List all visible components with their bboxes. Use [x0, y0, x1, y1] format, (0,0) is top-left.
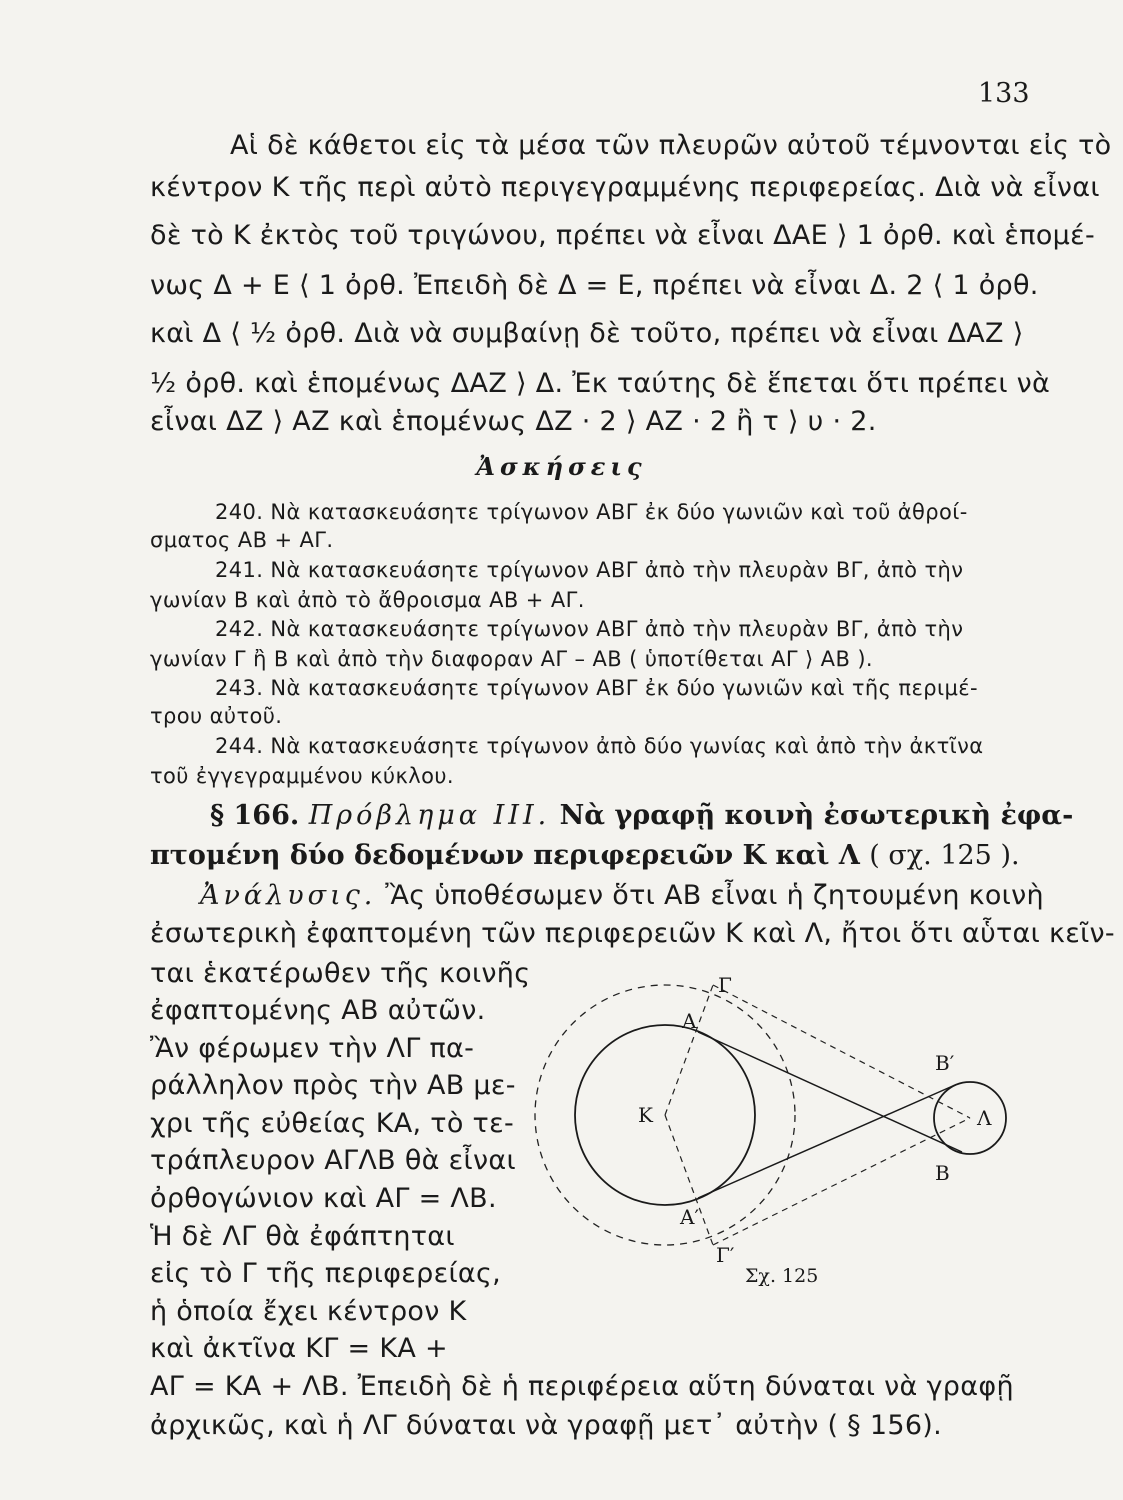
- exercise-line: 240. Νὰ κατασκευάσητε τρίγωνον ΑΒΓ ἐκ δύο γωνιῶν καὶ τοῦ ἀθροί-: [215, 500, 968, 524]
- section-number: § 166.: [210, 800, 300, 831]
- exercise-line: τοῦ ἐγγεγραμμένου κύκλου.: [150, 764, 454, 788]
- exercise-line: σματος ΑΒ + ΑΓ.: [150, 528, 334, 552]
- tangent-a-prime-b-prime: [698, 1085, 955, 1198]
- exercise-line: γωνίαν Γ ἢ Β καὶ ἀπὸ τὴν διαφοραν ΑΓ – ΑΒ ( ὑποτίθεται ΑΓ ⟩ ΑΒ ).: [150, 647, 873, 671]
- analysis-narrow-line: τράπλευρον ΑΓΛΒ θὰ εἶναι: [150, 1145, 516, 1176]
- exercises-heading: Ἀσκήσεις: [476, 452, 647, 481]
- label-a-prime: Α′: [680, 1205, 699, 1229]
- analysis-narrow-line: ται ἑκατέρωθεν τῆς κοινῆς: [150, 958, 531, 989]
- exercise-line: 244. Νὰ κατασκευάσητε τρίγωνον ἀπὸ δύο γωνίας καὶ ἀπὸ τὴν ἀκτῖνα: [215, 734, 984, 758]
- analysis-narrow-line: χρι τῆς εὐθείας ΚΑ, τὸ τε-: [150, 1108, 515, 1139]
- exercise-line: 241. Νὰ κατασκευάσητε τρίγωνον ΑΒΓ ἀπὸ τὴν πλευρὰν ΒΓ, ἀπὸ τὴν: [215, 558, 964, 582]
- exercise-line: 243. Νὰ κατασκευάσητε τρίγωνον ΑΒΓ ἐκ δύο γωνιῶν καὶ τῆς περιμέ-: [215, 676, 978, 700]
- radius-kg: [665, 985, 713, 1115]
- analysis-line: ΑΓ = ΚΑ + ΛΒ. Ἐπειδὴ δὲ ἡ περιφέρεια αὕτη δύναται νὰ γραφῇ: [150, 1371, 1014, 1402]
- figure-diagram: [530, 960, 1050, 1300]
- label-g: Γ: [718, 973, 732, 997]
- analysis-line: [150, 880, 1044, 911]
- page-number: 133: [978, 78, 1030, 109]
- label-g-prime: Γ′: [716, 1243, 735, 1267]
- section-title: [150, 800, 1074, 831]
- analysis-narrow-line: ἐφαπτομένης ΑΒ αὐτῶν.: [150, 995, 486, 1026]
- section-title-line2: [150, 840, 1030, 871]
- exercise-line: γωνίαν Β καὶ ἀπὸ τὸ ἄθροισμα ΑΒ + ΑΓ.: [150, 588, 585, 612]
- analysis-narrow-line: Ἂν φέρωμεν τὴν ΛΓ πα-: [150, 1033, 475, 1064]
- intro-line: κέντρον Κ τῆς περὶ αὐτὸ περιγεγραμμένης περιφερείας. Διὰ νὰ εἶναι: [150, 172, 1100, 203]
- intro-line: καὶ Δ ⟨ ½ ὀρθ. Διὰ νὰ συμβαίνῃ δὲ τοῦτο, πρέπει νὰ εἶναι ΔΑΖ ⟩: [150, 318, 1024, 349]
- section-title-text: πτομένη δύο δεδομένων περιφερειῶν Κ καὶ Λ: [150, 840, 860, 871]
- figure-caption: Σχ. 125: [745, 1265, 819, 1287]
- label-a: Α: [682, 1009, 697, 1033]
- analysis-narrow-line: καὶ ἀκτῖνα ΚΓ = ΚΑ +: [150, 1333, 448, 1364]
- figure-125: [530, 960, 1050, 1300]
- label-b: Β: [935, 1161, 950, 1185]
- figure-reference: ( σχ. 125 ).: [869, 840, 1020, 871]
- analysis-narrow-line: ἡ ὁποία ἔχει κέντρον Κ: [150, 1296, 467, 1327]
- label-k: Κ: [638, 1103, 653, 1127]
- analysis-label: Ἀνάλυσις.: [200, 880, 377, 911]
- intro-line: δὲ τὸ Κ ἐκτὸς τοῦ τριγώνου, πρέπει νὰ εἶναι ΔΑΕ ⟩ 1 ὀρθ. καὶ ἑπομέ-: [150, 220, 1096, 251]
- analysis-line: ἀρχικῶς, καὶ ἡ ΛΓ δύναται νὰ γραφῇ μετ᾽ αὐτὴν ( § 156).: [150, 1410, 943, 1441]
- intro-line: εἶναι ΔΖ ⟩ ΑΖ καὶ ἑπομένως ΔΖ · 2 ⟩ ΑΖ · 2 ἢ τ ⟩ υ · 2.: [150, 406, 877, 437]
- intro-line: ½ ὀρθ. καὶ ἑπομένως ΔΑΖ ⟩ Δ. Ἐκ ταύτης δὲ ἕπεται ὅτι πρέπει νὰ: [150, 368, 1051, 399]
- analysis-narrow-line: ὀρθογώνιον καὶ ΑΓ = ΛΒ.: [150, 1183, 497, 1214]
- section-title-rest: Νὰ γραφῇ κοινὴ ἐσωτερικὴ ἐφα-: [559, 800, 1074, 831]
- problem-label: Πρόβλημα ΙΙΙ.: [308, 800, 551, 831]
- analysis-narrow-line: εἰς τὸ Γ τῆς περιφερείας,: [150, 1258, 502, 1289]
- tangent-ab: [698, 1032, 962, 1152]
- exercise-line: τρου αὐτοῦ.: [150, 704, 283, 728]
- label-b-prime: Β′: [935, 1051, 955, 1075]
- analysis-narrow-line: ράλληλον πρὸς τὴν ΑΒ με-: [150, 1070, 516, 1101]
- intro-line: νως Δ + Ε ⟨ 1 ὀρθ. Ἐπειδὴ δὲ Δ = Ε, πρέπει νὰ εἶναι Δ. 2 ⟨ 1 ὀρθ.: [150, 270, 1039, 301]
- intro-line: Αἱ δὲ κάθετοι εἰς τὰ μέσα τῶν πλευρῶν αὐτοῦ τέμνονται εἰς τὸ: [230, 130, 1112, 161]
- analysis-line: ἐσωτερικὴ ἐφαπτομένη τῶν περιφερειῶν Κ καὶ Λ, ἤτοι ὅτι αὗται κεῖν-: [150, 918, 1115, 949]
- analysis-narrow-line: Ἡ δὲ ΛΓ θὰ ἐφάπτηται: [150, 1221, 455, 1252]
- analysis-text: Ἂς ὑποθέσωμεν ὅτι ΑΒ εἶναι ἡ ζητουμένη κοινὴ: [385, 880, 1044, 911]
- label-l: Λ: [977, 1106, 992, 1130]
- exercise-line: 242. Νὰ κατασκευάσητε τρίγωνον ΑΒΓ ἀπὸ τὴν πλευρὰν ΒΓ, ἀπὸ τὴν: [215, 617, 964, 641]
